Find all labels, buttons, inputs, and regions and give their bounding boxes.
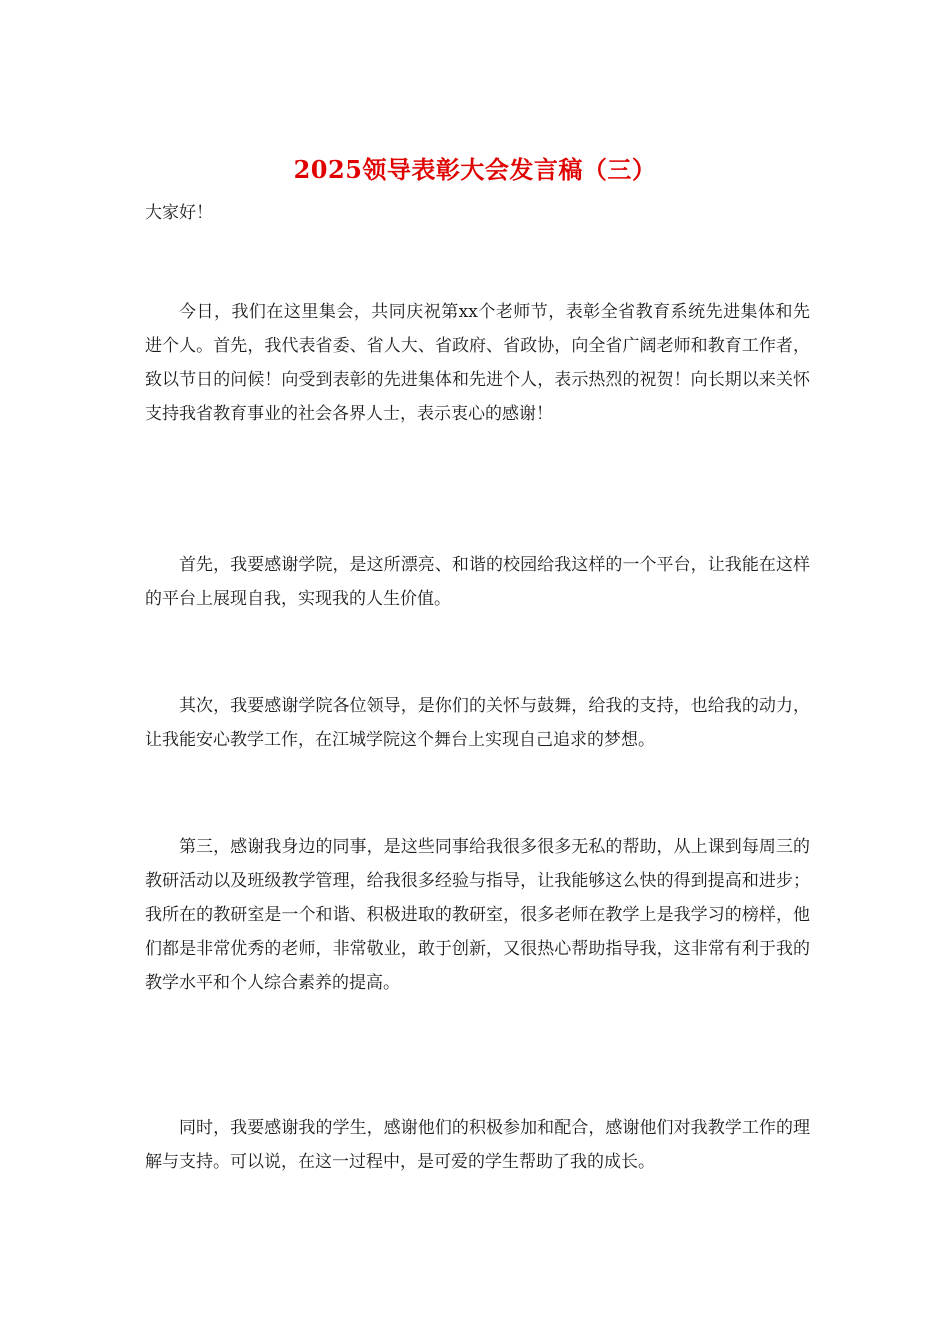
paragraph-4: 第三，感谢我身边的同事，是这些同事给我很多很多无私的帮助，从上课到每周三的教研活动以及班级教学管理，给我很多经验与指导，让我能够这么快的得到提高和进步；我所在的教研室是一个和谐、积极进取的教研室，很多老师在教学上是我学习的榜样，他们都是非常优秀的老师，非常敬业，敢于创新，又很热心帮助指导我，这非常有利于我的教学水平和个人综合素养的提高。: [145, 837, 810, 993]
greeting-text: 大家好！: [145, 203, 213, 223]
paragraph-2: 首先，我要感谢学院，是这所漂亮、和谐的校园给我这样的一个平台，让我能在这样的平台上展现自我，实现我的人生价值。: [145, 555, 810, 609]
document-title: 2025领导表彰大会发言稿（三）: [293, 155, 657, 184]
paragraph-3: 其次，我要感谢学院各位领导，是你们的关怀与鼓舞，给我的支持，也给我的动力，让我能安心教学工作，在江城学院这个舞台上实现自己追求的梦想。: [145, 696, 810, 750]
paragraph-1: 今日，我们在这里集会，共同庆祝第xx个老师节，表彰全省教育系统先进集体和先进个人。首先，我代表省委、省人大、省政府、省政协，向全省广阔老师和教育工作者，致以节日的问候！向受到表彰的先进集体和先进个人，表示热烈的祝贺！向长期以来关怀支持我省教育事业的社会各界人士，表示衷心的感谢！: [145, 302, 810, 424]
paragraph-5: 同时，我要感谢我的学生，感谢他们的积极参加和配合，感谢他们对我教学工作的理解与支持。可以说，在这一过程中，是可爱的学生帮助了我的成长。: [145, 1118, 810, 1172]
